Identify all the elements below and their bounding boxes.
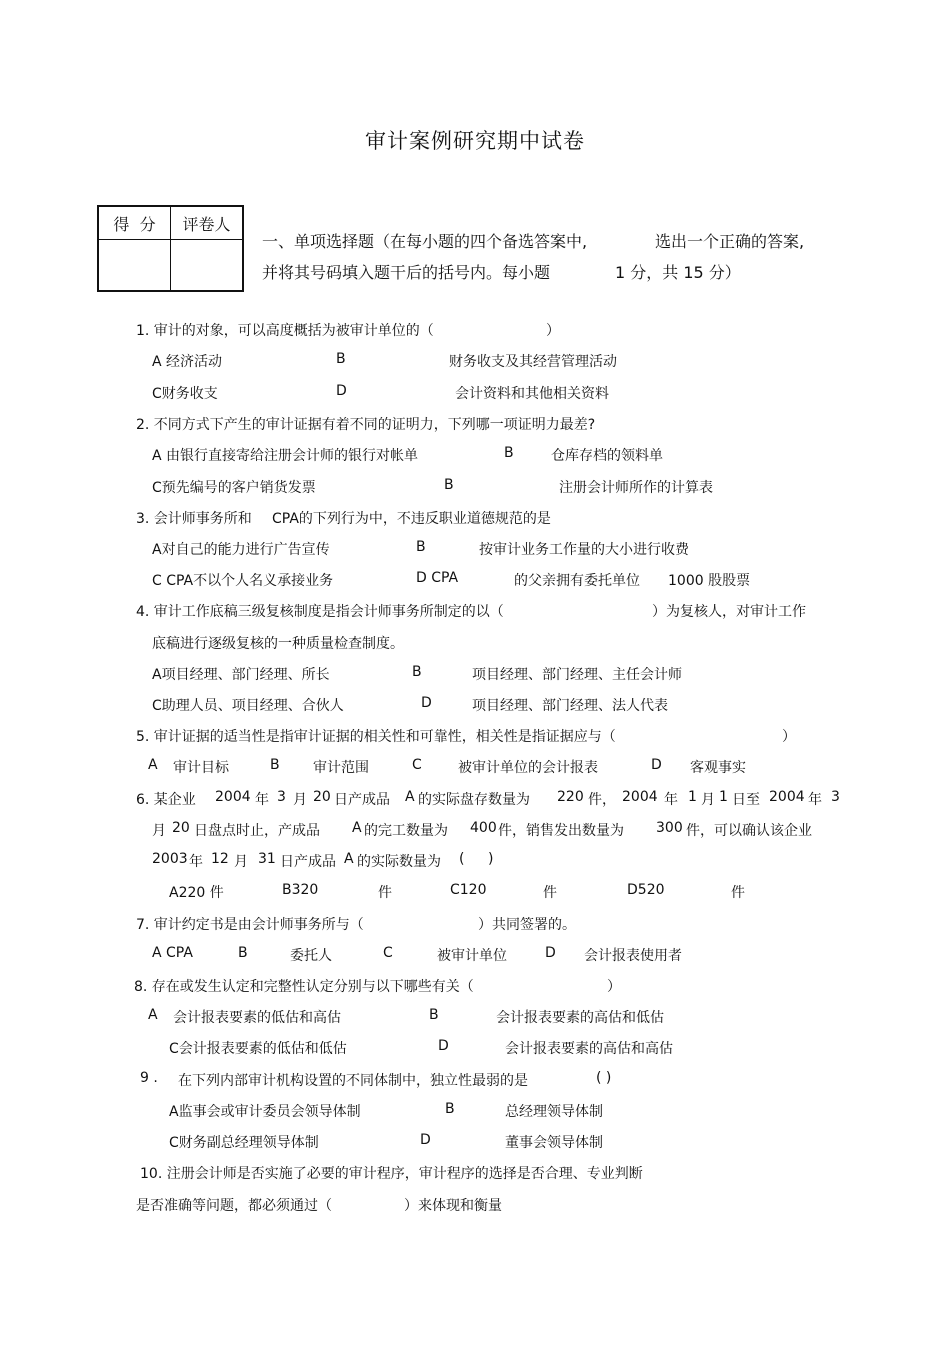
q6-line3-0: 2003 [152,851,188,867]
q2-option-a: A 由银行直接寄给注册会计师的银行对帐单 [152,448,419,464]
q8-option-c: C会计报表要素的低估和低估 [169,1041,347,1057]
q6-line1-5: 20 [313,789,331,805]
q10-line2-b: ）来体现和衡量 [404,1198,502,1214]
q6-line1-4: 月 [293,792,307,808]
grader-label: 评卷人 [171,206,244,240]
q5-close-paren: ） [782,729,796,745]
q6-line2-2: 日盘点时止，产成品 [194,823,320,839]
q2-option-b-text: 仓库存档的领料单 [551,448,663,464]
q6-line2-8: 件，可以确认该企业 [686,823,812,839]
q6-option-a: A220 件 [169,885,224,901]
q5-option-c-letter: C [412,757,422,773]
q1-option-a: A 经济活动 [152,354,223,370]
q8-option-d-text: 会计报表要素的高估和高估 [505,1041,673,1057]
q6-line1-17: 2004 [769,789,805,805]
q3-option-b-letter: B [416,539,426,555]
score-label: 得 分 [98,206,171,240]
q6-line3-8: ( [459,851,465,867]
q9-option-c: C财务副总经理领导体制 [169,1135,319,1151]
q9-option-a: A监事会或审计委员会领导体制 [169,1104,361,1120]
q7-option-d-letter: D [545,945,556,961]
q3-stem-b: CPA的下列行为中，不违反职业道德规范的是 [272,511,551,527]
q7-stem: 7. 审计约定书是由会计师事务所与（ [136,917,364,933]
q4-stem-c: 底稿进行逐级复核的一种质量检查制度。 [152,636,404,652]
q9-stem: 在下列内部审计机构设置的不同体制中，独立性最弱的是 [178,1073,528,1089]
q6-line3-1: 年 [189,854,203,870]
q10-stem: 10. 注册会计师是否实施了必要的审计程序，审计程序的选择是否合理、专业判断 [140,1166,643,1182]
q6-line1-16: 日至 [732,792,760,808]
q8-option-a-letter: A [148,1007,158,1023]
q8-option-b-text: 会计报表要素的高估和低估 [496,1010,664,1026]
q6-line3-5: 日产成品 [280,854,336,870]
q5-stem: 5. 审计证据的适当性是指审计证据的相关性和可靠性，相关性是指证据应与（ [136,729,616,745]
q9-option-d-letter: D [420,1132,431,1148]
q6-line1-15: 1 [719,789,728,805]
q6-option-d-unit: 件 [731,885,745,901]
q6-line3-3: 月 [234,854,248,870]
score-table [97,205,244,292]
q3-option-b-text: 按审计业务工作量的大小进行收费 [479,542,689,558]
q2-option-c: C预先编号的客户销货发票 [152,480,316,496]
q6-line1-19: 3 [831,789,840,805]
page-title: 审计案例研究期中试卷 [365,129,585,153]
q8-option-d-letter: D [438,1038,449,1054]
q1-option-b-text: 财务收支及其经营管理活动 [449,354,617,370]
q6-line1-8: 的实际盘存数量为 [418,792,530,808]
q2-stem: 2. 不同方式下产生的审计证据有着不同的证明力，下列哪一项证明力最差? [136,417,596,433]
q5-option-d-letter: D [651,757,662,773]
q7-option-b-text: 委托人 [290,948,332,964]
q1-option-d-letter: D [336,383,347,399]
q3-option-a: A对自己的能力进行广告宣传 [152,542,330,558]
score-cell[interactable] [98,240,171,292]
q8-option-b-letter: B [429,1007,439,1023]
q9-option-d-text: 董事会领导体制 [505,1135,603,1151]
q6-line1-6: 日产成品 [334,792,390,808]
section-heading-line1-a: 一、单项选择题（在每小题的四个备选答案中, [262,232,588,251]
q3-option-d-text: 的父亲拥有委托单位 [514,573,640,589]
q6-line1-2: 年 [255,792,269,808]
q4-option-b-letter: B [412,664,422,680]
q7-option-c-text: 被审计单位 [437,948,507,964]
q6-line1-12: 年 [664,792,678,808]
section-heading-line2-b: 1 分，共 15 分） [615,263,741,282]
q1-option-d-text: 会计资料和其他相关资料 [455,386,609,402]
q6-option-d: D520 [627,882,665,898]
q6-line2-7: 300 [656,820,683,836]
q9-option-b-text: 总经理领导体制 [505,1104,603,1120]
q6-option-b: B320 [282,882,319,898]
q6-line3-2: 12 [211,851,229,867]
section-heading-line1-b: 选出一个正确的答案, [655,232,805,251]
q6-line1-18: 年 [808,792,822,808]
q4-option-d-letter: D [421,695,432,711]
q5-option-c-text: 被审计单位的会计报表 [458,760,598,776]
q3-option-d-extra: 1000 股股票 [668,573,751,589]
q3-option-d-letter: D CPA [416,570,459,586]
q6-option-c: C120 [450,882,487,898]
section-heading-line2-a: 并将其号码填入题干后的括号内。每小题 [262,263,551,282]
q1-close-paren: ） [546,323,560,339]
q6-line2-4: 的完工数量为 [364,823,448,839]
q2-option-d-text: 注册会计师所作的计算表 [559,480,713,496]
q6-line2-1: 20 [172,820,190,836]
q6-line1-14: 月 [701,792,715,808]
q8-close-paren: ） [607,979,621,995]
q6-line1-0: 6. 某企业 [136,792,196,808]
q6-line3-4: 31 [258,851,276,867]
q4-option-a: A项目经理、部门经理、所长 [152,667,330,683]
q4-stem-a: 4. 审计工作底稿三级复核制度是指会计师事务所制定的以（ [136,604,504,620]
q5-option-b-letter: B [270,757,280,773]
q7-option-d-text: 会计报表使用者 [584,948,682,964]
q2-option-d-letter: B [444,477,454,493]
q6-line3-7: 的实际数量为 [357,854,441,870]
q6-line2-3: A [352,820,362,836]
q2-option-b-letter: B [504,445,514,461]
q7-option-a: A CPA [152,945,193,961]
q6-line1-9: 220 [557,789,584,805]
q7-option-c-letter: C [383,945,393,961]
q6-line2-6: 件，销售发出数量为 [498,823,624,839]
q9-paren: ( ) [596,1070,612,1086]
q5-option-b-text: 审计范围 [313,760,369,776]
q5-option-a-text: 审计目标 [173,760,229,776]
q6-line2-5: 400 [470,820,497,836]
q9-number: 9 . [140,1070,158,1086]
grader-cell[interactable] [171,240,244,292]
q4-stem-b: ）为复核人，对审计工作 [652,604,806,620]
q4-option-b-text: 项目经理、部门经理、主任会计师 [472,667,682,683]
q6-option-c-unit: 件 [543,885,557,901]
q7-close: ）共同签署的。 [478,917,576,933]
q6-line3-6: A [344,851,354,867]
q6-line3-9: ) [488,851,494,867]
q5-option-a-letter: A [148,757,158,773]
q1-stem: 1. 审计的对象，可以高度概括为被审计单位的（ [136,323,434,339]
q6-line1-7: A [405,789,415,805]
q6-option-b-unit: 件 [378,885,392,901]
q3-stem-a: 3. 会计师事务所和 [136,511,252,527]
q6-line1-13: 1 [688,789,697,805]
q6-line1-11: 2004 [622,789,658,805]
q6-line1-3: 3 [277,789,286,805]
q1-option-c: C财务收支 [152,386,218,402]
q3-option-c: C CPA不以个人名义承接业务 [152,573,334,589]
q7-option-b-letter: B [238,945,248,961]
q6-line2-0: 月 [152,823,166,839]
q4-option-d-text: 项目经理、部门经理、法人代表 [472,698,668,714]
q1-option-b-letter: B [336,351,346,367]
q4-option-c: C助理人员、项目经理、合伙人 [152,698,344,714]
q8-option-a-text: 会计报表要素的低估和高估 [173,1010,341,1026]
q8-stem: 8. 存在或发生认定和完整性认定分别与以下哪些有关（ [134,979,474,995]
q5-option-d-text: 客观事实 [690,760,746,776]
q6-line1-1: 2004 [215,789,251,805]
q9-option-b-letter: B [445,1101,455,1117]
q6-line1-10: 件， [588,792,616,808]
q10-line2-a: 是否准确等问题，都必须通过（ [136,1198,332,1214]
